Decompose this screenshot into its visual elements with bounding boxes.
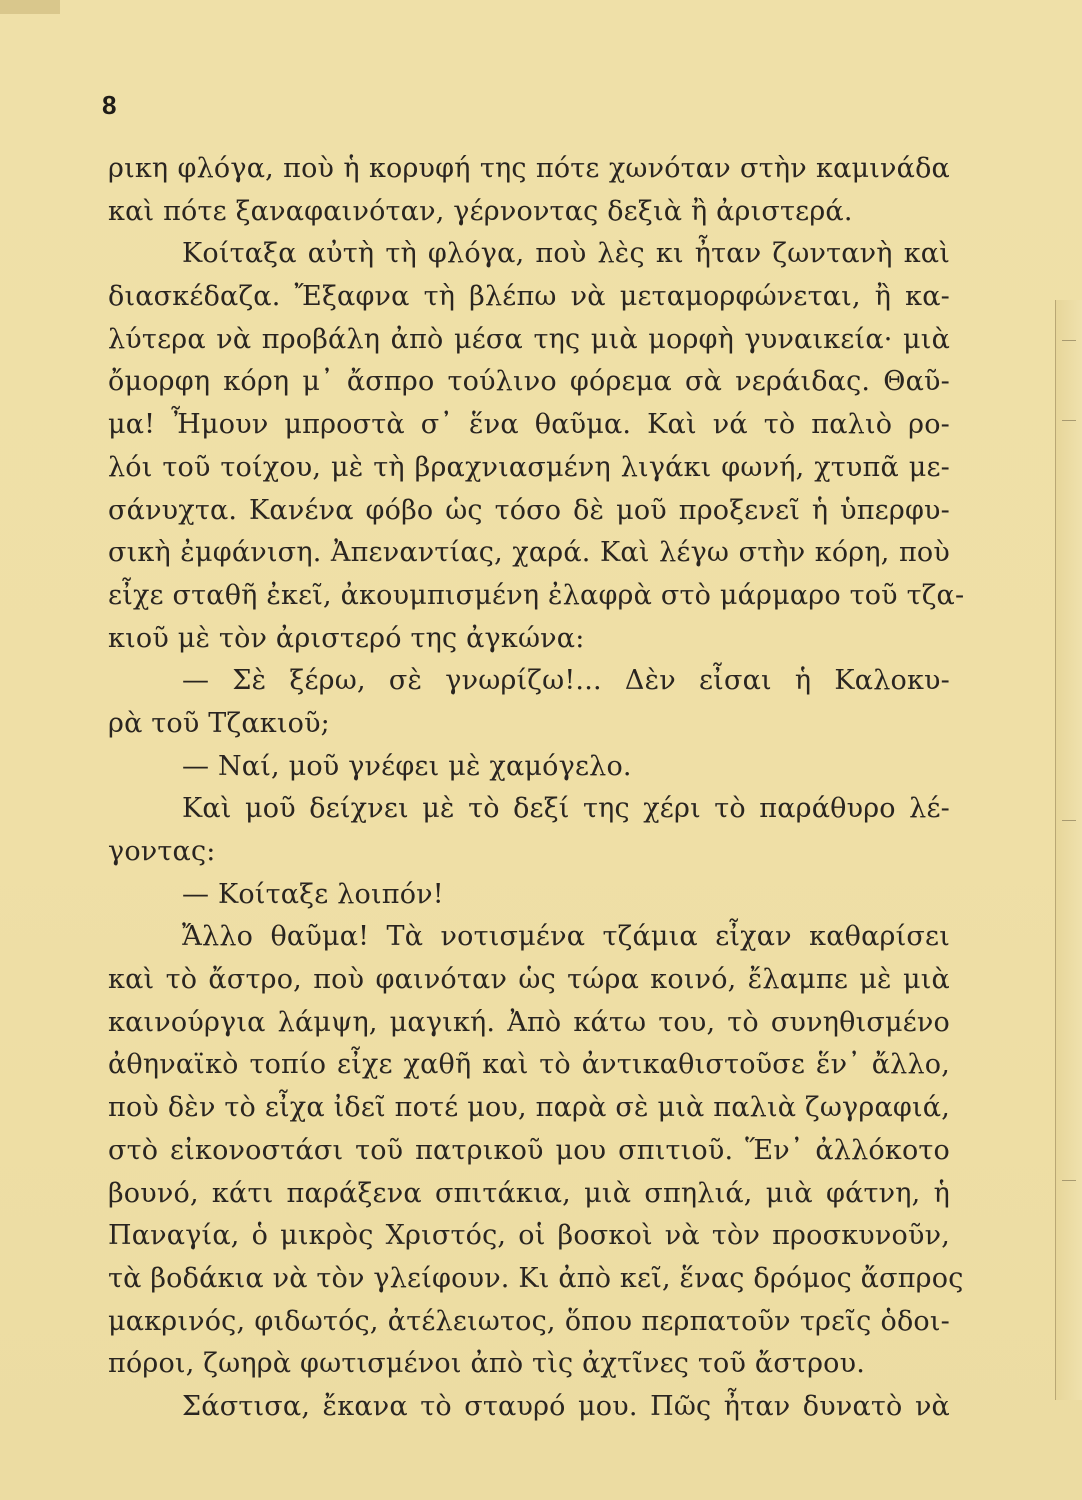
text-line: ὄμορφη κόρη μ᾽ ἄσπρο τούλινο φόρεμα σὰ νεράιδας. Θαῦ- (108, 366, 950, 398)
text-line: καὶ πότε ξαναφαινόταν, γέρνοντας δεξιὰ ἢ ἀριστερά. (108, 195, 853, 227)
text-line: κιοῦ μὲ τὸν ἀριστερό της ἀγκώνα: (108, 622, 585, 654)
text-line: σάνυχτα. Κανένα φόβο ὡς τόσο δὲ μοῦ προξενεῖ ἡ ὑπερφυ- (108, 494, 950, 526)
body-text (108, 148, 965, 1429)
text-line: — Ναί, μοῦ γνέφει μὲ χαμόγελο. (182, 750, 632, 782)
text-line: Κοίταξα αὐτὴ τὴ φλόγα, ποὺ λὲς κι ἦταν ζωντανὴ καὶ (182, 238, 950, 270)
text-line: σικὴ ἐμφάνιση. Ἀπεναντίας, χαρά. Καὶ λέγω στὴν κόρη, ποὺ (108, 537, 950, 569)
text-line: ρικη φλόγα, ποὺ ἡ κορυφή της πότε χωνόταν στὴν καμινάδα (108, 153, 950, 184)
text-line: λύτερα νὰ προβάλη ἀπὸ μέσα της μιὰ μορφὴ γυναικεία· μιὰ (108, 323, 950, 355)
text-line: ἀθηναϊκὸ τοπίο εἶχε χαθῆ καὶ τὸ ἀντικαθιστοῦσε ἕν᾽ ἄλλο, (108, 1049, 950, 1081)
text-line: Σάστισα, ἔκανα τὸ σταυρό μου. Πῶς ἦταν δυνατὸ νὰ (182, 1390, 950, 1422)
edge-mark (1062, 1180, 1076, 1181)
text-line: τὰ βοδάκια νὰ τὸν γλείφουν. Κι ἀπὸ κεῖ, ἕνας δρόμος ἄσπρος (108, 1262, 964, 1294)
text-line: εἶχε σταθῆ ἐκεῖ, ἀκουμπισμένη ἐλαφρὰ στὸ μάρμαρο τοῦ τζα- (108, 579, 965, 611)
text-line: ρὰ τοῦ Τζακιοῦ; (108, 707, 330, 739)
text-line: γοντας: (108, 836, 216, 867)
text-line: Καὶ μοῦ δείχνει μὲ τὸ δεξί της χέρι τὸ παράθυρο λέ- (182, 793, 950, 825)
edge-mark (1062, 420, 1076, 421)
page-number: 8 (102, 90, 117, 120)
page-binding-edge (1055, 300, 1082, 1400)
text-line: ποὺ δὲν τὸ εἶχα ἰδεῖ ποτέ μου, παρὰ σὲ μιὰ παλιὰ ζωγραφιά, (108, 1092, 950, 1124)
text-line: Ἄλλο θαῦμα! Τὰ νοτισμένα τζάμια εἶχαν καθαρίσει (182, 921, 950, 953)
edge-mark (1062, 340, 1076, 341)
text-line: Παναγία, ὁ μικρὸς Χριστός, οἱ βοσκοὶ νὰ τὸν προσκυνοῦν, (108, 1220, 950, 1252)
text-line: πόροι, ζωηρὰ φωτισμένοι ἀπὸ τὶς ἀχτῖνες τοῦ ἄστρου. (108, 1348, 866, 1380)
text-line: βουνό, κάτι παράξενα σπιτάκια, μιὰ σπηλιά, μιὰ φάτνη, ἡ (108, 1177, 950, 1209)
text-line: μα! Ἦμουν μπροστὰ σ᾽ ἕνα θαῦμα. Καὶ νά τὸ παλιὸ ρο- (108, 409, 950, 441)
page-corner-shadow (0, 0, 60, 14)
text-line: μακρινός, φιδωτός, ἀτέλειωτος, ὅπου περπατοῦν τρεῖς ὁδοι- (108, 1305, 950, 1337)
text-line: — Κοίταξε λοιπόν! (182, 878, 444, 910)
edge-mark (1062, 820, 1076, 821)
text-line: διασκέδαζα. Ἔξαφνα τὴ βλέπω νὰ μεταμορφώνεται, ἢ κα- (108, 281, 950, 313)
text-line: — Σὲ ξέρω, σὲ γνωρίζω!... Δὲν εἶσαι ἡ Καλοκυ- (182, 665, 950, 697)
text-line: στὸ εἰκονοστάσι τοῦ πατρικοῦ μου σπιτιοῦ. Ἕν᾽ ἀλλόκοτο (108, 1134, 950, 1166)
text-line: καὶ τὸ ἄστρο, ποὺ φαινόταν ὡς τώρα κοινό, ἔλαμπε μὲ μιὰ (108, 964, 950, 996)
text-line: καινούργια λάμψη, μαγική. Ἀπὸ κάτω του, τὸ συνηθισμένο (108, 1006, 950, 1038)
text-line: λόι τοῦ τοίχου, μὲ τὴ βραχνιασμένη λιγάκι φωνή, χτυπᾶ με- (108, 451, 950, 483)
